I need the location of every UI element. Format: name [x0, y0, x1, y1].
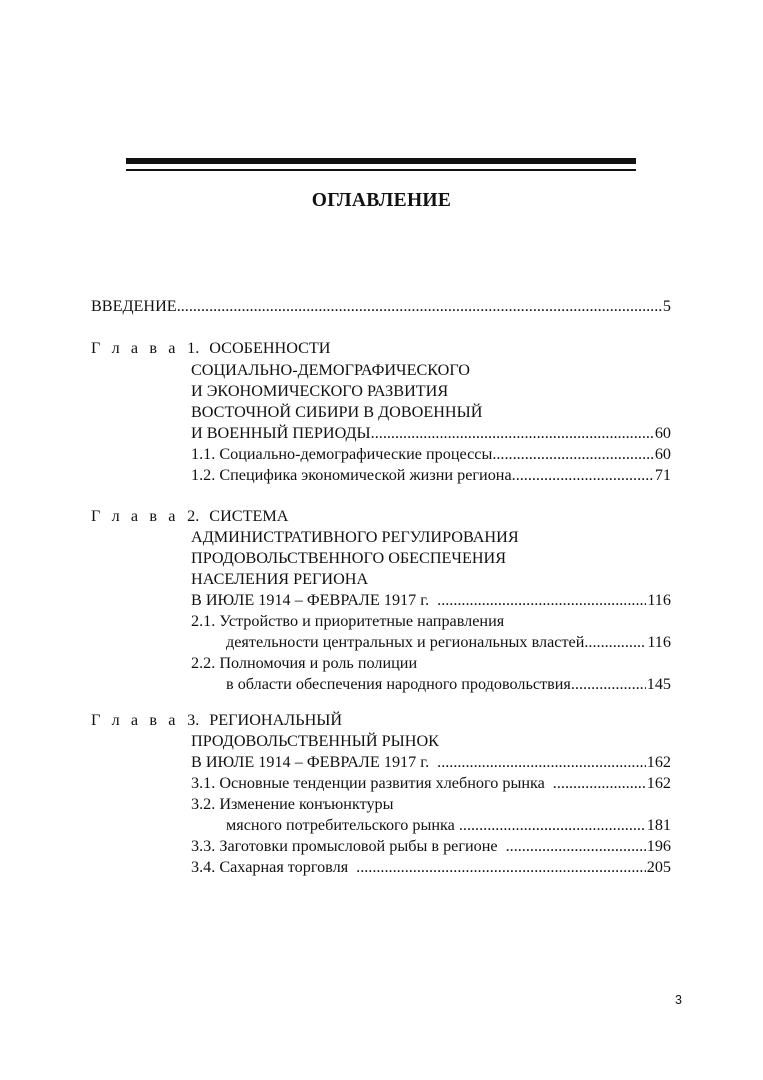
- dot-leader: [506, 835, 646, 857]
- toc-entry-page: 60: [654, 445, 671, 463]
- toc-entry-intro[interactable]: [91, 295, 671, 317]
- chapter-title-last-line[interactable]: [191, 589, 671, 611]
- toc-entry-text: ВВЕДЕНИЕ: [91, 297, 177, 315]
- dot-leader: [437, 589, 646, 611]
- chapter-title-line: ПРОДОВОЛЬСТВЕННОГО ОБЕСПЕЧЕНИЯ: [191, 549, 507, 567]
- toc-entry-page: 181: [646, 816, 671, 834]
- chapter-label: Г л а в а: [91, 711, 180, 729]
- toc-title: ОГЛАВЛЕНИЕ: [311, 190, 452, 211]
- toc-section-2-2-line-1[interactable]: 2.2. Полномочия и роль полиции: [191, 654, 418, 672]
- toc-entry-page: 60: [654, 424, 671, 442]
- chapter-title-last-line[interactable]: [191, 751, 671, 773]
- toc-entry-page: 196: [646, 837, 671, 855]
- chapter-heading[interactable]: [91, 337, 330, 359]
- toc-section-1-2[interactable]: [191, 464, 671, 486]
- toc-section-3-4[interactable]: [191, 856, 671, 878]
- toc-section-1-1[interactable]: [191, 443, 671, 465]
- chapter-number: 1.: [187, 339, 200, 357]
- chapter-label: Г л а в а: [91, 507, 180, 525]
- dot-leader: [584, 631, 646, 653]
- toc-entry-page: 162: [646, 753, 671, 771]
- chapter-title-line: В ИЮЛЕ 1914 – ФЕВРАЛЕ 1917 г.: [191, 753, 430, 771]
- chapter-title-line: ВОСТОЧНОЙ СИБИРИ В ДОВОЕННЫЙ: [191, 403, 483, 421]
- toc-entry-page: 116: [647, 633, 671, 651]
- header-rule-thick: [126, 158, 636, 164]
- chapter-title-line: ПРОДОВОЛЬСТВЕННЫЙ РЫНОК: [191, 732, 439, 750]
- chapter-number: 2.: [187, 507, 200, 525]
- page-number: 3: [675, 993, 682, 1007]
- toc-section-3-1[interactable]: [191, 772, 671, 794]
- toc-section-3-2-line-2[interactable]: [226, 814, 671, 836]
- toc-entry-text: 1.2. Специфика экономической жизни региона: [191, 466, 512, 484]
- dot-leader: [571, 673, 646, 695]
- toc-entry-page: 116: [647, 591, 671, 609]
- chapter-title-line: И ЭКОНОМИЧЕСКОГО РАЗВИТИЯ: [191, 382, 449, 400]
- header-rule-thin: [126, 169, 636, 171]
- chapter-heading[interactable]: [91, 505, 288, 527]
- toc-entry-page: 5: [662, 297, 671, 315]
- dot-leader: [459, 814, 646, 836]
- dot-leader: [437, 751, 646, 773]
- chapter-title-last-line[interactable]: [191, 422, 671, 444]
- chapter-label: Г л а в а: [91, 339, 180, 357]
- chapter-heading[interactable]: [91, 709, 342, 731]
- chapter-title-line: СОЦИАЛЬНО-ДЕМОГРАФИЧЕСКОГО: [191, 361, 470, 379]
- chapter-number: 3.: [187, 711, 200, 729]
- dot-leader: [512, 464, 654, 486]
- dot-leader: [492, 443, 653, 465]
- toc-entry-text: 3.1. Основные тенденции развития хлебного рынка: [191, 774, 545, 792]
- chapter-title-line: АДМИНИСТРАТИВНОГО РЕГУЛИРОВАНИЯ: [191, 528, 519, 546]
- chapter-title-line: И ВОЕННЫЙ ПЕРИОДЫ: [191, 424, 371, 442]
- chapter-title-line: НАСЕЛЕНИЯ РЕГИОНА: [191, 570, 369, 588]
- toc-section-3-3[interactable]: [191, 835, 671, 857]
- toc-entry-text: в области обеспечения народного продовольствия: [226, 675, 571, 693]
- toc-section-2-1-line-2[interactable]: [226, 631, 671, 653]
- chapter-title-line: ОСОБЕННОСТИ: [209, 339, 331, 357]
- chapter-title-line: РЕГИОНАЛЬНЫЙ: [209, 711, 343, 729]
- toc-entry-text: 3.3. Заготовки промысловой рыбы в регионе: [191, 837, 498, 855]
- toc-entry-text: 1.1. Социально-демографические процессы: [191, 445, 493, 463]
- dot-leader: [553, 772, 646, 794]
- chapter-title-line: СИСТЕМА: [209, 507, 289, 525]
- dot-leader: [371, 422, 654, 444]
- toc-entry-text: 3.4. Сахарная торговля: [191, 858, 349, 876]
- toc-entry-text: деятельности центральных и региональных властей: [226, 633, 585, 651]
- toc-entry-page: 71: [654, 466, 671, 484]
- chapter-title-line: В ИЮЛЕ 1914 – ФЕВРАЛЕ 1917 г.: [191, 591, 430, 609]
- toc-section-2-1-line-1[interactable]: 2.1. Устройство и приоритетные направления: [191, 612, 505, 630]
- toc-entry-page: 145: [646, 675, 671, 693]
- toc-entry-text: мясного потребительского рынка: [226, 816, 455, 834]
- toc-entry-page: 162: [646, 774, 671, 792]
- dot-leader: [177, 295, 662, 317]
- toc-section-2-2-line-2[interactable]: [226, 673, 671, 695]
- toc-section-3-2-line-1[interactable]: 3.2. Изменение конъюнктуры: [191, 795, 394, 813]
- dot-leader: [356, 856, 646, 878]
- toc-entry-page: 205: [646, 858, 671, 876]
